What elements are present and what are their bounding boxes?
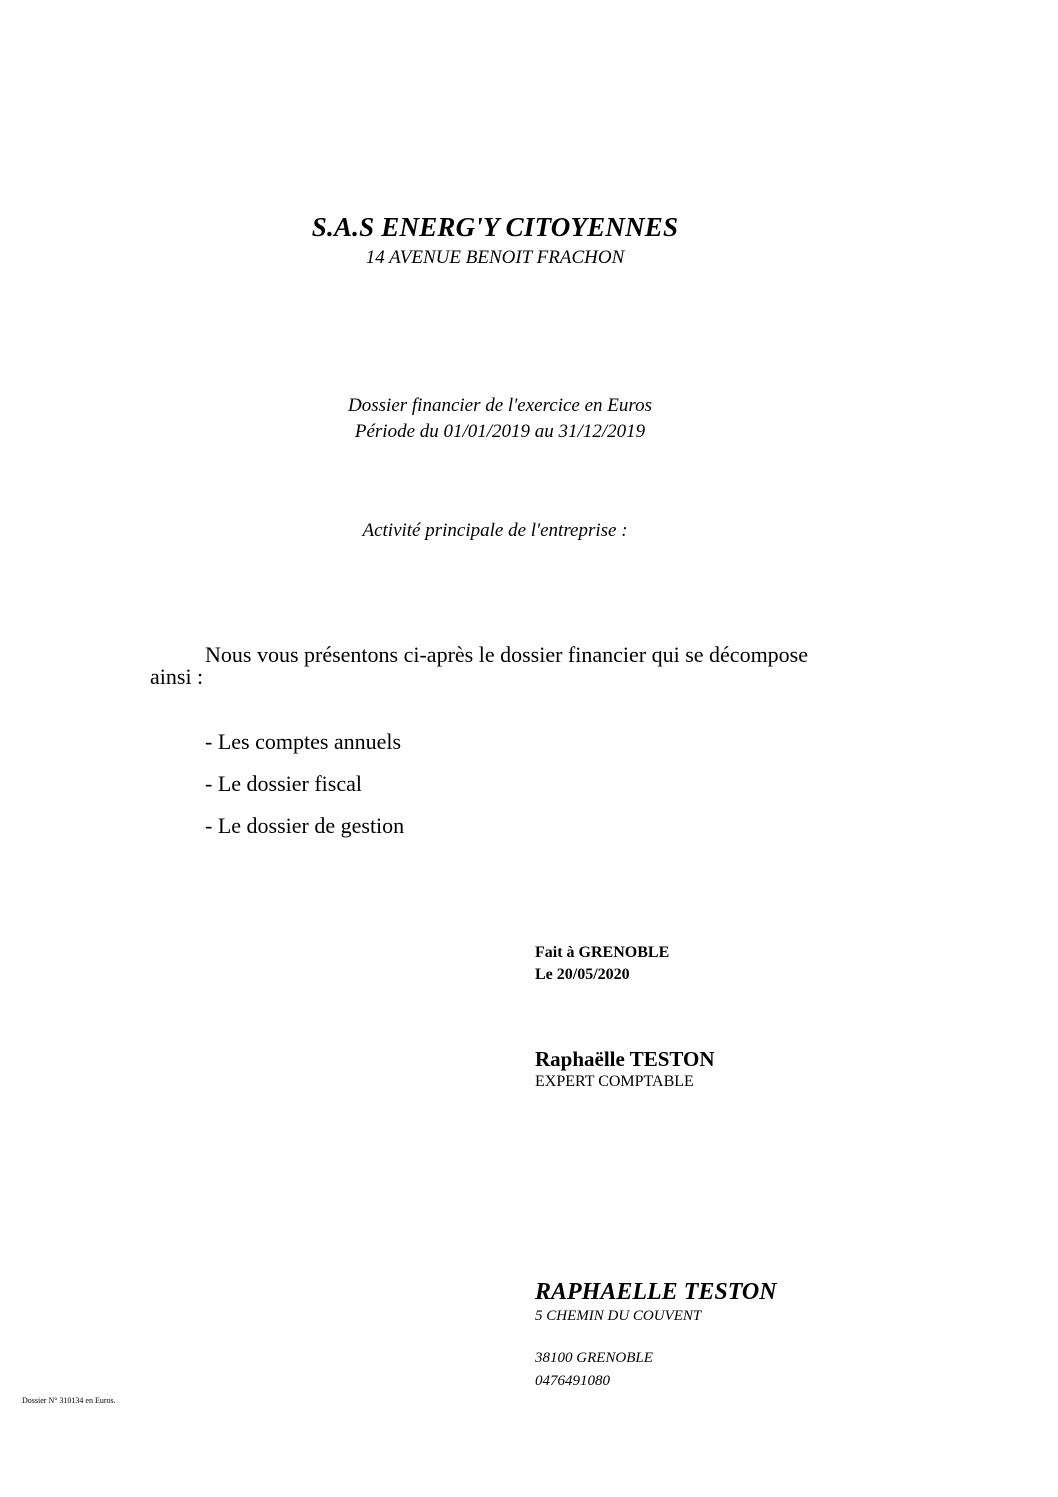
period-line: Période du 01/01/2019 au 31/12/2019 xyxy=(354,421,646,442)
intro-text-line1: Nous vous présentons ci-après le dossier financier qui se décompose xyxy=(205,642,809,667)
intro-text-line2: ainsi : xyxy=(150,664,204,689)
firm-city: 38100 GRENOBLE xyxy=(535,1350,653,1366)
activity-label: Activité principale de l'entreprise : xyxy=(362,520,628,541)
signature-place: Fait à GRENOBLE xyxy=(535,944,670,961)
firm-address: 5 CHEMIN DU COUVENT xyxy=(535,1308,702,1324)
signature-date: Le 20/05/2020 xyxy=(535,966,630,983)
company-name: S.A.S ENERG'Y CITOYENNES xyxy=(311,212,679,242)
firm-phone: 0476491080 xyxy=(535,1373,610,1389)
list-item-comptes-annuels: - Les comptes annuels xyxy=(205,729,402,754)
company-address: 14 AVENUE BENOIT FRACHON xyxy=(365,247,625,268)
signer-name: Raphaëlle TESTON xyxy=(535,1047,715,1071)
dossier-title: Dossier financier de l'exercice en Euros xyxy=(348,395,652,416)
firm-name: RAPHAELLE TESTON xyxy=(535,1279,777,1305)
footer-dossier-number: Dossier N° 310134 en Euros. xyxy=(22,1396,116,1405)
list-item-dossier-fiscal: - Le dossier fiscal xyxy=(205,771,362,796)
list-item-dossier-gestion: - Le dossier de gestion xyxy=(205,813,405,838)
signer-title: EXPERT COMPTABLE xyxy=(535,1073,694,1090)
